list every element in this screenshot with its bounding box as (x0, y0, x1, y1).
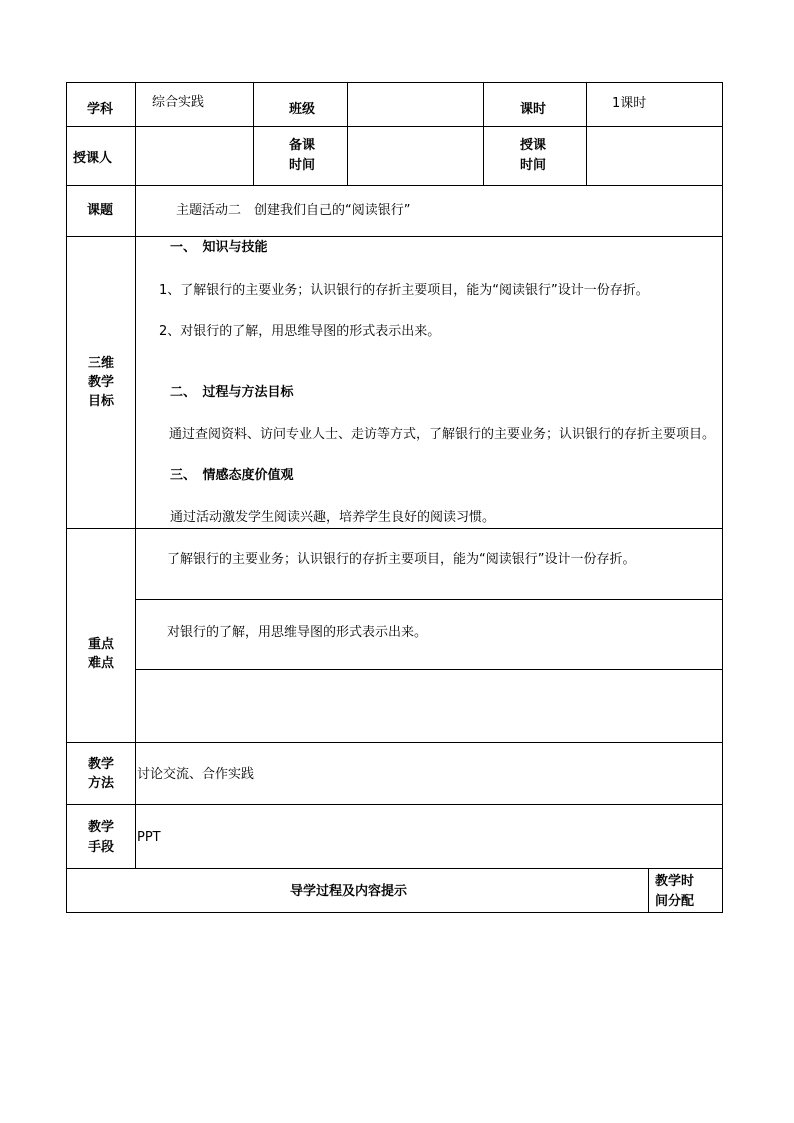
class-label: 班级 (289, 102, 316, 117)
period-value: 1课时 (612, 96, 647, 111)
goals-label: 教学 (88, 375, 115, 390)
process-time-label: 间分配 (655, 894, 695, 909)
method-value: 讨论交流、合作实践 (137, 767, 255, 782)
row-divider (66, 804, 723, 805)
table-border-top (66, 82, 723, 83)
teach-time-label: 时间 (520, 158, 547, 173)
row-divider (66, 126, 723, 127)
goals-section-knowledge-title: 一、 知识与技能 (170, 240, 268, 255)
means-label: 手段 (88, 840, 115, 855)
key-points-label: 重点 (88, 637, 115, 652)
row-divider (135, 669, 723, 670)
topic-label: 课题 (87, 203, 114, 218)
goals-emotion-text: 通过活动激发学生阅读兴趣，培养学生良好的阅读习惯。 (170, 510, 496, 525)
difficult-point-text: 对银行的了解，用思维导图的形式表示出来。 (167, 625, 428, 640)
column-divider (483, 82, 484, 186)
topic-value: 主题活动二 创建我们自己的“阅读银行” (176, 203, 411, 218)
method-label: 教学 (88, 757, 115, 772)
goals-knowledge-item-1: 1、了解银行的主要业务；认识银行的存折主要项目，能为“阅读银行”设计一份存折。 (159, 283, 649, 298)
column-divider (347, 82, 348, 186)
row-divider (66, 236, 723, 237)
row-divider (66, 868, 723, 869)
goals-label: 三维 (88, 356, 115, 371)
row-divider (66, 742, 723, 743)
table-border-left (66, 82, 67, 913)
key-points-label: 难点 (88, 656, 115, 671)
row-divider (66, 528, 723, 529)
period-label: 课时 (520, 102, 547, 117)
column-divider (648, 868, 649, 913)
table-border-right (722, 82, 723, 913)
goals-knowledge-item-2: 2、对银行的了解，用思维导图的形式表示出来。 (159, 324, 441, 339)
column-divider (253, 82, 254, 186)
table-border-bottom (66, 912, 723, 913)
row-divider (135, 599, 723, 600)
means-value: PPT (137, 830, 161, 845)
row-divider (66, 185, 723, 186)
method-label: 方法 (88, 776, 115, 791)
process-time-label: 教学时 (655, 874, 695, 889)
column-divider (586, 82, 587, 186)
subject-label: 学科 (87, 102, 114, 117)
goals-section-process-title: 二、 过程与方法目标 (170, 385, 294, 400)
prep-time-label: 备课 (289, 138, 316, 153)
means-label: 教学 (88, 820, 115, 835)
subject-value: 综合实践 (152, 95, 205, 110)
key-point-text: 了解银行的主要业务；认识银行的存折主要项目，能为“阅读银行”设计一份存折。 (167, 552, 636, 567)
prep-time-label: 时间 (289, 158, 316, 173)
goals-label: 目标 (88, 394, 115, 409)
teacher-label: 授课人 (73, 151, 113, 166)
goals-process-text: 通过查阅资料、访问专业人士、走访等方式，了解银行的主要业务；认识银行的存折主要项目。 (169, 427, 716, 442)
goals-section-emotion-title: 三、 情感态度价值观 (170, 468, 294, 483)
column-divider (135, 82, 136, 868)
process-header-title: 导学过程及内容提示 (290, 884, 408, 899)
teach-time-label: 授课 (520, 138, 547, 153)
